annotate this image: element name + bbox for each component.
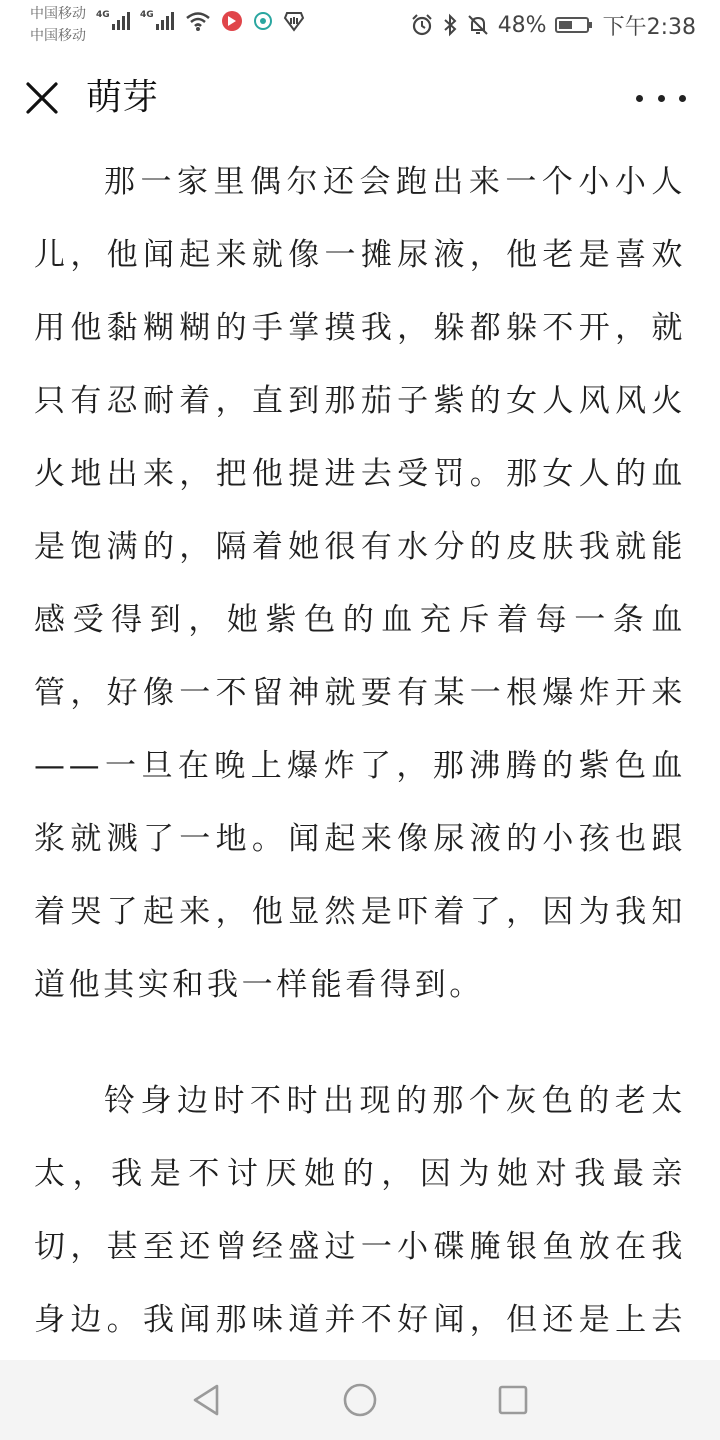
battery-icon: [555, 17, 589, 33]
back-triangle-icon[interactable]: [187, 1380, 227, 1420]
alarm-icon: [410, 13, 434, 37]
mobile-data-icon: [253, 10, 273, 32]
recent-square-icon[interactable]: [493, 1380, 533, 1420]
title-bar: [0, 50, 720, 146]
vpn-icon: [283, 10, 305, 32]
status-time: 下午2:38: [602, 14, 696, 40]
close-icon[interactable]: [24, 80, 60, 116]
article-paragraph: 那一家里偶尔还会跑出来一个小小人儿，他闻起来就像一摊尿液，他老是喜欢用他黏糊糊的手掌摸我，躲都躲不开，就只有忍耐着，直到那茄子紫的女人风风火火地出来，把他提进去受罚。那女人的血是饱满的，隔着她很有水分的皮肤我就能感受得到，她紫色的血充斥着每一条血管，好像一不留神就要有某一根爆炸开来——一旦在晚上爆炸了，那沸腾的紫色血浆就溅了一地。闻起来像尿液的小孩也跟着哭了起来，他显然是吓着了，因为我知道他其实和我一样能看得到。: [34, 164, 686, 1003]
carrier-label-2: 中国移动: [30, 28, 86, 44]
article-body: [34, 146, 686, 1360]
system-navigation-bar: [0, 1360, 720, 1440]
status-right: [410, 10, 696, 40]
home-circle-icon[interactable]: [340, 1380, 380, 1420]
app-notification-icon: [221, 10, 243, 32]
battery-percent: 48%: [497, 12, 547, 38]
bluetooth-icon: [442, 13, 458, 37]
status-left-icons: [185, 10, 305, 32]
carrier-label-1: 中国移动: [30, 6, 86, 22]
signal-strength-icon-1: 4G: [96, 12, 132, 30]
more-icon[interactable]: [636, 80, 686, 116]
status-bar: [0, 0, 720, 50]
article-paragraph: 铃身边时不时出现的那个灰色的老太太，我是不讨厌她的，因为她对我最亲切，甚至还曾经盛过一小碟腌银鱼放在我身边。我闻那味道并不好闻，但还是上去: [34, 1083, 686, 1338]
wifi-icon: [185, 10, 211, 32]
page-title: 萌芽: [86, 77, 159, 118]
mute-icon: [466, 13, 490, 37]
signal-strength-icon-2: 4G: [140, 12, 176, 30]
